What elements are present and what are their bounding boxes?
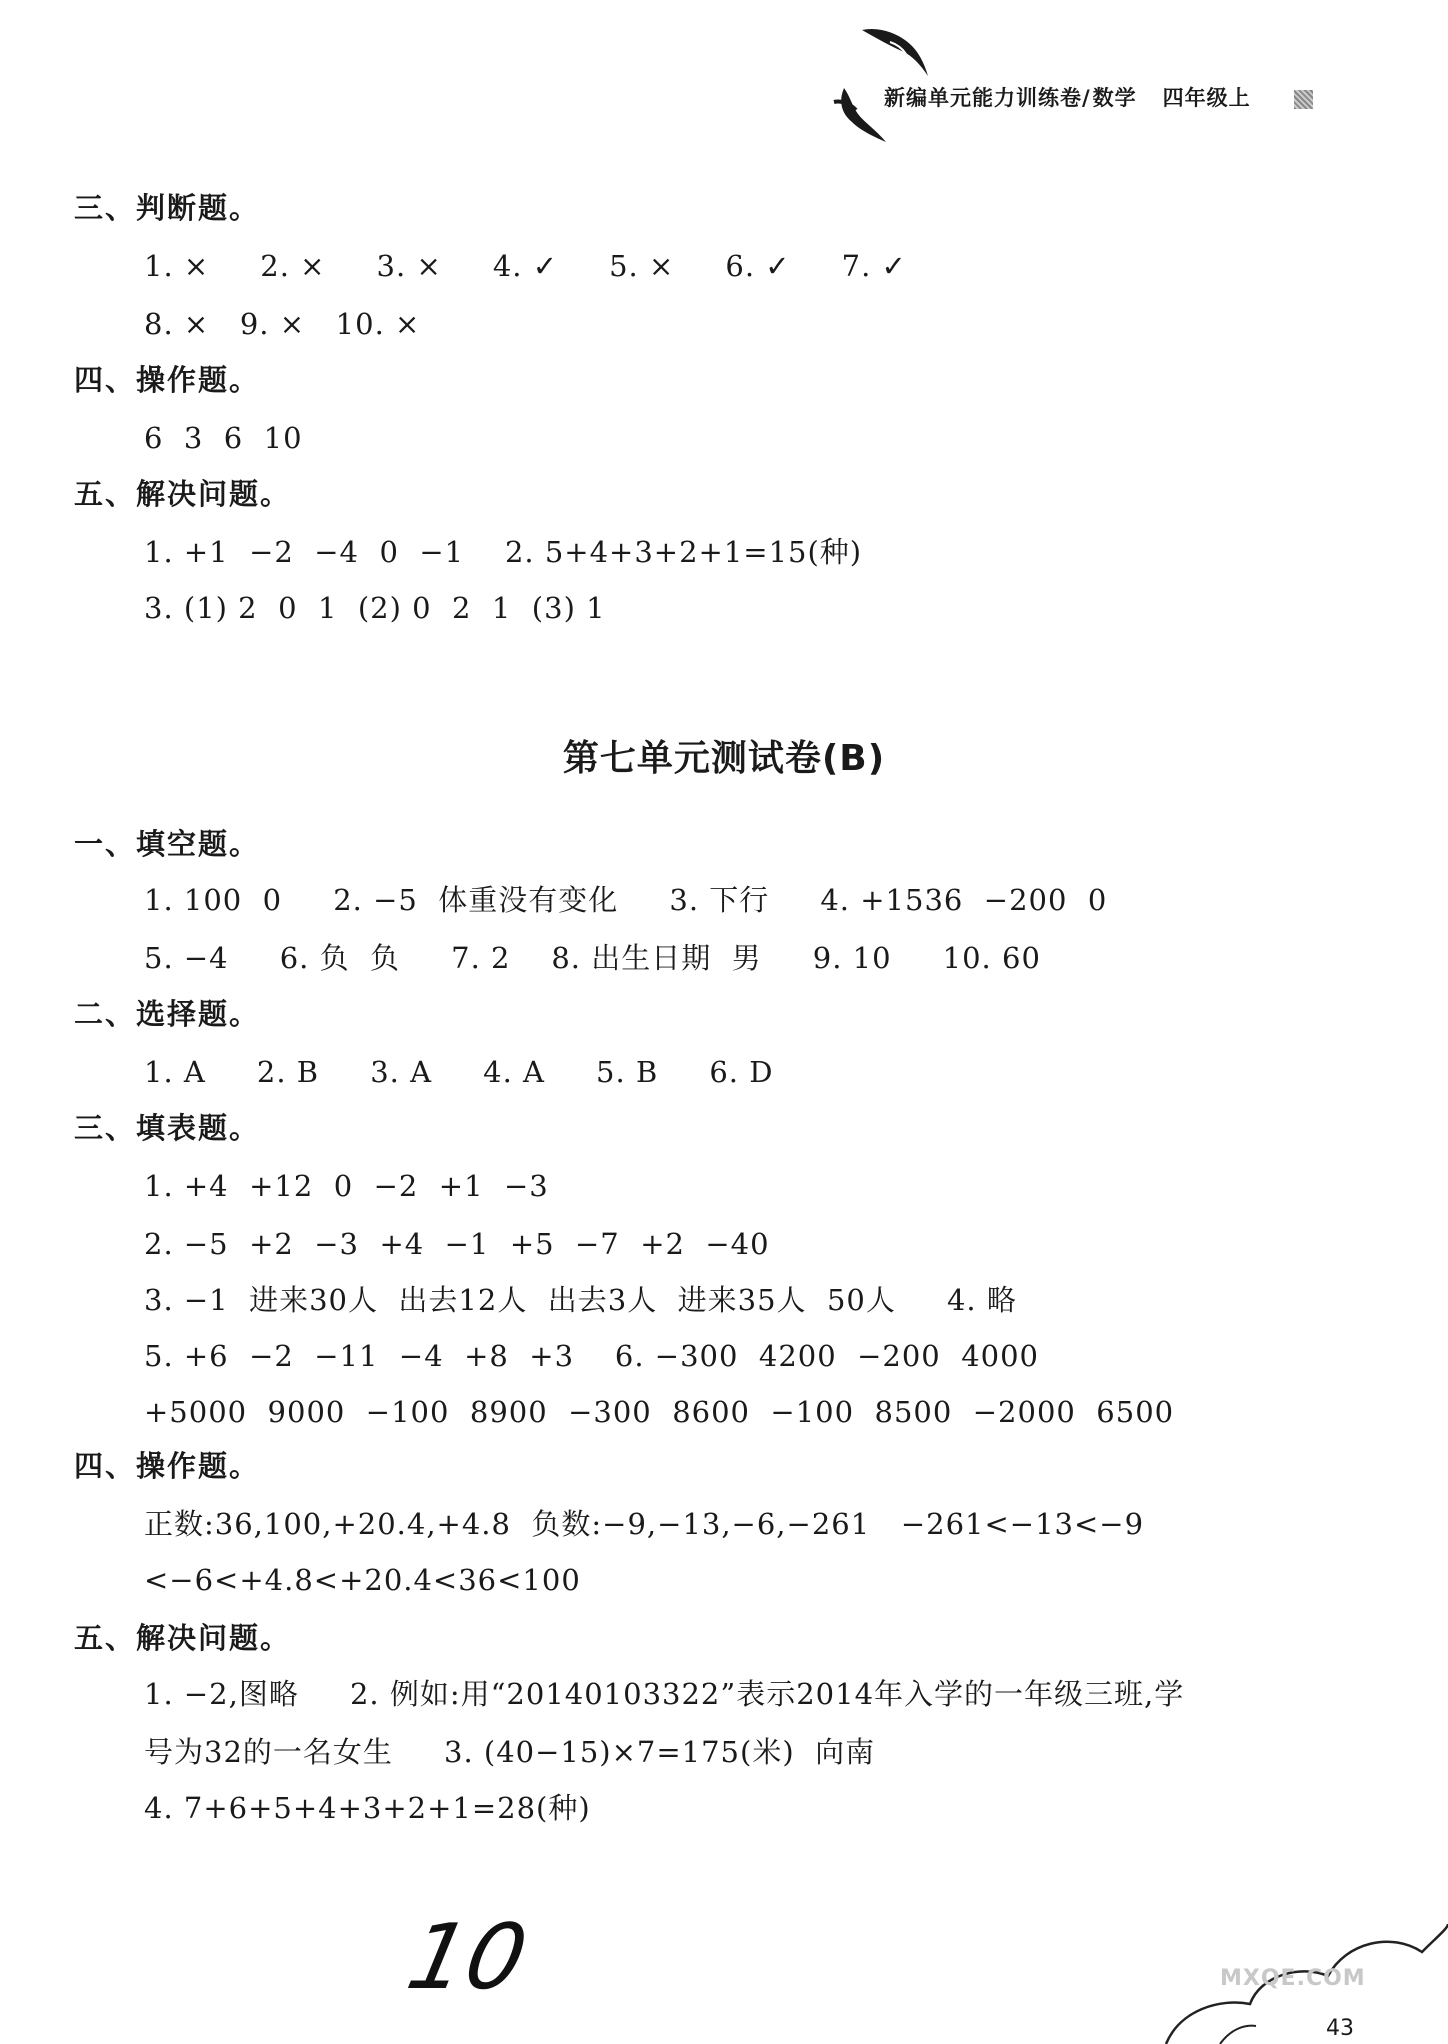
watermark: MXQE.COM <box>1220 1966 1366 1991</box>
header-separator: / <box>1082 86 1091 110</box>
series-title: 新编单元能力训练卷 <box>884 86 1082 110</box>
section-heading-problems: 五、解决问题。 <box>74 477 292 511</box>
answer-line: +5000 9000 −100 8900 −300 8600 −100 8500 −2000 6500 <box>144 1395 1175 1429</box>
answer-line: 1. × 2. × 3. × 4. ✓ 5. × 6. ✓ 7. ✓ <box>144 249 907 283</box>
answer-line: 3. (1) 2 0 1 (2) 0 2 1 (3) 1 <box>144 591 606 625</box>
cloud-decoration-icon <box>1160 1880 1448 2044</box>
handwritten-score: 10 <box>398 1905 536 2010</box>
answer-line: 5. −4 6. 负 负 7. 2 8. 出生日期 男 9. 10 10. 60 <box>144 941 1041 975</box>
header-title <box>884 82 1251 112</box>
answer-line: <−6<+4.8<+20.4<36<100 <box>144 1563 581 1597</box>
answer-line: 2. −5 +2 −3 +4 −1 +5 −7 +2 −40 <box>144 1227 770 1261</box>
section-heading-operation: 四、操作题。 <box>74 363 261 397</box>
header-subject: 数学 <box>1092 86 1137 110</box>
section-heading-table: 三、填表题。 <box>74 1111 261 1145</box>
header-decoration-icon <box>1294 90 1313 109</box>
section-heading-problems: 五、解决问题。 <box>74 1621 292 1655</box>
answer-line: 号为32的一名女生 3. (40−15)×7=175(米) 向南 <box>144 1735 876 1769</box>
section-heading-operation: 四、操作题。 <box>74 1449 261 1483</box>
answer-line: 1. −2,图略 2. 例如:用“20140103322”表示2014年入学的一年级三班,学 <box>144 1677 1185 1711</box>
flying-bird-icon <box>860 24 930 80</box>
section-heading-fill-blank: 一、填空题。 <box>74 827 261 861</box>
answer-line: 正数:36,100,+20.4,+4.8 负数:−9,−13,−6,−261 −261<−13<−9 <box>144 1507 1145 1541</box>
answer-line: 8. × 9. × 10. × <box>144 307 421 341</box>
unit-title: 第七单元测试卷(B) <box>562 738 886 779</box>
answer-line: 5. +6 −2 −11 −4 +8 +3 6. −300 4200 −200 4000 <box>144 1339 1039 1373</box>
bird-icon <box>832 86 888 144</box>
answer-line: 6 3 6 10 <box>144 421 303 455</box>
page-number: 43 <box>1326 2016 1354 2041</box>
answer-line: 4. 7+6+5+4+3+2+1=28(种) <box>144 1791 591 1825</box>
section-heading-judgment: 三、判断题。 <box>74 191 261 225</box>
answer-line: 1. A 2. B 3. A 4. A 5. B 6. D <box>144 1055 774 1089</box>
answer-line: 3. −1 进来30人 出去12人 出去3人 进来35人 50人 4. 略 <box>144 1283 1017 1317</box>
section-heading-choice: 二、选择题。 <box>74 997 261 1031</box>
header-grade: 四年级上 <box>1162 86 1251 110</box>
answer-line: 1. +4 +12 0 −2 +1 −3 <box>144 1169 549 1203</box>
answer-line: 1. 100 0 2. −5 体重没有变化 3. 下行 4. +1536 −200 0 <box>144 883 1108 917</box>
answer-line: 1. +1 −2 −4 0 −1 2. 5+4+3+2+1=15(种) <box>144 535 863 569</box>
